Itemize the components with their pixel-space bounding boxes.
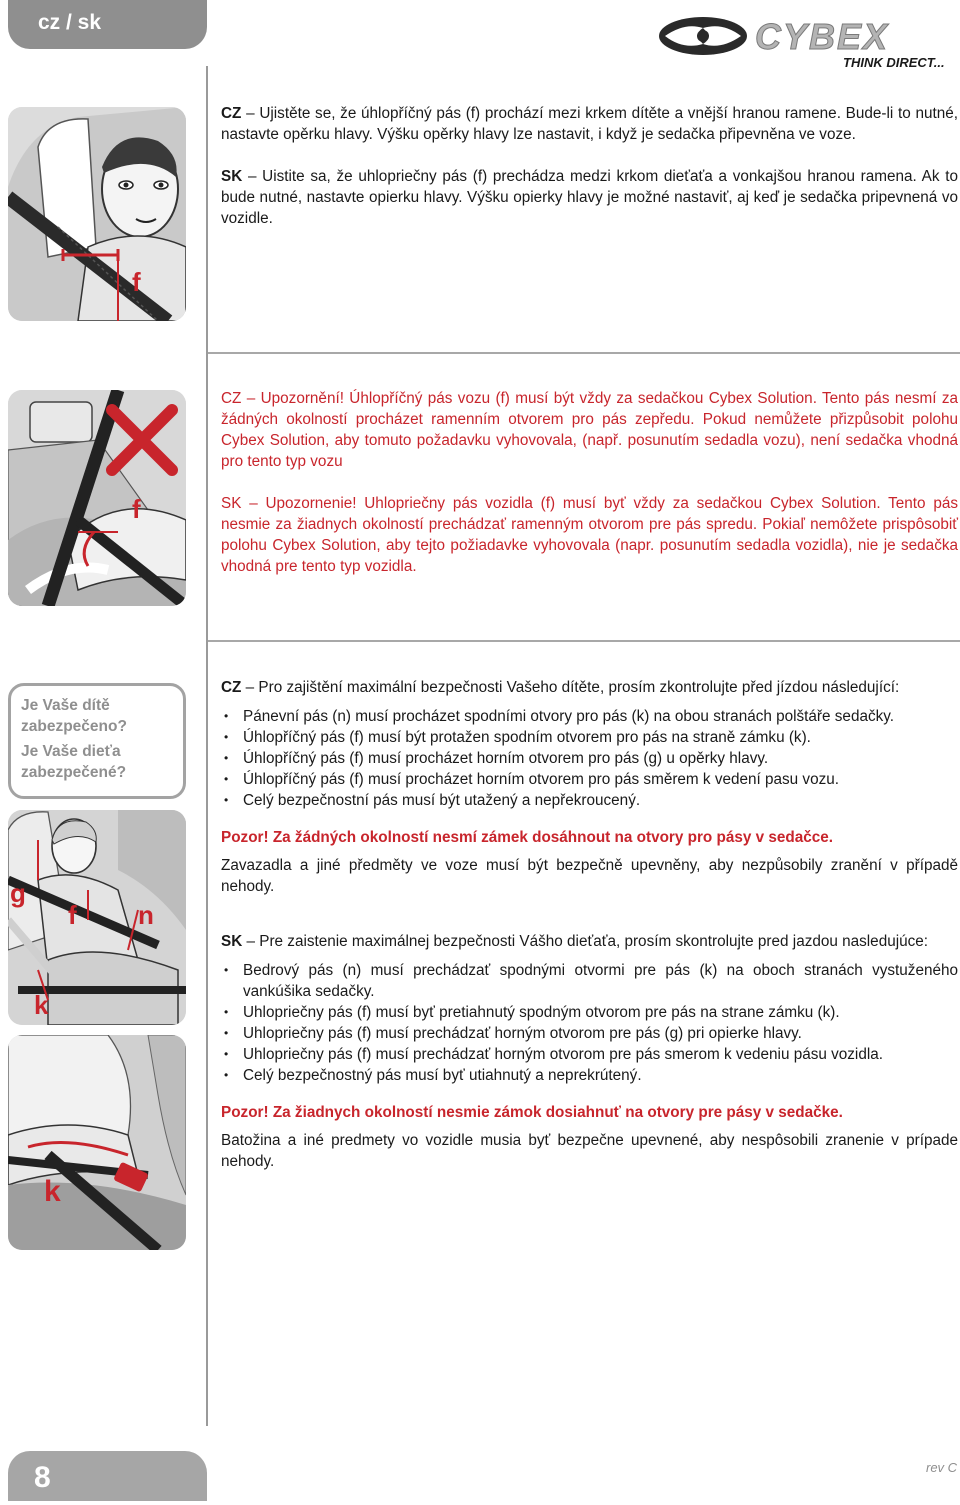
cz-note: Zavazadla a jiné předměty ve voze musí být bezpečně upevněny, aby nezpůsobily zranění v případě nehody. — [221, 857, 958, 895]
cz-warning: Pozor! Za žádných okolností nesmí zámek dosáhnout na otvory pro pásy v sedačce. — [221, 829, 834, 846]
safety-question-box — [8, 683, 186, 799]
question-sk: Je Vaše dieťa zabezpečené? — [21, 743, 127, 781]
cz-checklist — [221, 706, 958, 811]
section3-sk-intro: SK – Pre zaistenie maximálnej bezpečnosti Vášho dieťaťa, prosím skontrolujte pred jazdou nasledujúce: — [221, 933, 929, 950]
sk-checklist-item: • Uhlopriečny pás (f) musí prechádzať horným otvorom pre pás (g) pri opierke hlavy. — [221, 1023, 958, 1044]
section1-text — [221, 103, 958, 229]
logo-emblem-icon — [659, 17, 747, 55]
illus-label-n: n — [138, 900, 154, 930]
section3-cz-intro: CZ – Pro zajištění maximální bezpečnosti Vašeho dítěte, prosím zkontrolujte před jízdou následující: — [221, 679, 900, 696]
section-divider-2 — [208, 640, 960, 642]
cz-checklist-item: • Úhlopříčný pás (f) musí procházet horním otvorem pro pás směrem k vedení pasu vozu. — [221, 769, 958, 790]
section2-sk-warning: SK – Upozornenie! Uhlopriečny pás vozidla (f) musí byť vždy za sedačkou Cybex Solution. Tento pás nesmie za žiadnych okolností prechádzať ramenným otvorom pre pás spredu. Pokiaľ nemôžete prispôsobiť polohu Cybex Solution, aby tejto požiadavke vyhovovala (napr. posunutím sedadla vozidla), nie je sedačka vhodná pre tento typ vozidla. — [221, 495, 958, 575]
illus-label-f: f — [68, 900, 77, 930]
sk-note: Batožina a iné predmety vo vozidle musia byť bezpečne upevnené, aby nespôsobili zranenie v prípade nehody. — [221, 1132, 958, 1170]
illus-label-k: k — [34, 990, 49, 1020]
question-cz: Je Vaše dítě zabezpečeno? — [21, 697, 127, 735]
illustration-child-belt-shoulder — [8, 107, 186, 321]
section2-text — [221, 388, 958, 577]
section1-cz-paragraph: CZ – Ujistěte se, že úhlopříčný pás (f) prochází mezi krkem dítěte a vnější hranou ramene. Bude-li to nutné, nastavte opěrku hlavy. Výšku opěrky hlavy lze nastavit, i když je sedačka připevněna ve voze. — [221, 105, 958, 143]
section3-text — [221, 677, 958, 1172]
illus-label-f: f — [132, 494, 141, 524]
illustration-wrong-belt-routing — [8, 390, 186, 606]
section2-cz-warning: CZ – Upozornění! Úhlopříčný pás vozu (f) musí být vždy za sedačkou Cybex Solution. Tento pás nesmí za žádných okolností procházet ramenním otvorem pro pás zepředu. Pokud nemůžete přizpůsobit polohu Cybex Solution, aby tomuto požadavku vyhovovala, (např. posunutím sedadla vozu), není sedačka vhodná pro tento typ vozu — [221, 390, 958, 470]
cybex-logo — [655, 14, 945, 72]
cz-checklist-item: • Úhlopříčný pás (f) musí být protažen spodním otvorem pro pás na straně zámku (k). — [221, 727, 958, 748]
section1-sk-paragraph: SK – Uistite sa, že uhlopriečny pás (f) prechádza medzi krkom dieťaťa a vonkajšou hranou ramena. Ak to bude nutné, nastavte opierku hlavy. Výšku opierky hlavy je možné nastaviť, aj keď je sedačka pripevnená vo vozidle. — [221, 168, 958, 227]
cz-checklist-item: • Pánevní pás (n) musí procházet spodními otvory pro pás (k) na obou stranách polštáře sedačky. — [221, 706, 958, 727]
cz-checklist-item: • Úhlopříčný pás (f) musí procházet horním otvorem pro pás (g) u opěrky hlavy. — [221, 748, 958, 769]
illus-label-k: k — [44, 1175, 61, 1208]
cz-checklist-item: • Celý bezpečnostní pás musí být utažený a nepřekroucený. — [221, 790, 958, 811]
vertical-divider — [206, 66, 208, 1426]
section-divider-1 — [208, 352, 960, 354]
revision-label: rev C — [926, 1460, 958, 1475]
sk-checklist-item: • Bedrový pás (n) musí prechádzať spodnými otvormi pre pás (k) na oboch stranách vystuženého vankúšika sedačky. — [221, 960, 958, 1002]
logo-brand-text: CYBEX — [755, 16, 890, 57]
sk-checklist-item: • Celý bezpečnostný pás musí byť utiahnutý a neprekrútený. — [221, 1065, 958, 1086]
page-number: 8 — [8, 1451, 207, 1501]
illus-label-f: f — [132, 267, 141, 297]
sk-warning: Pozor! Za žiadnych okolností nesmie zámok dosiahnuť na otvory pre pásy v sedačke. — [221, 1104, 843, 1121]
sk-checklist-item: • Uhlopriečny pás (f) musí byť pretiahnutý spodným otvorom pre pás na strane zámku (k). — [221, 1002, 958, 1023]
language-tab: cz / sk — [8, 0, 207, 49]
illustration-buckle-detail — [8, 1035, 186, 1250]
illustration-child-secured — [8, 810, 186, 1025]
sk-checklist — [221, 960, 958, 1086]
illus-label-g: g — [10, 878, 26, 908]
sk-checklist-item: • Uhlopriečny pás (f) musí prechádzať horným otvorom pre pás smerom k vedeniu pásu vozidla. — [221, 1044, 958, 1065]
logo-tagline: THINK DIRECT... — [843, 55, 945, 70]
